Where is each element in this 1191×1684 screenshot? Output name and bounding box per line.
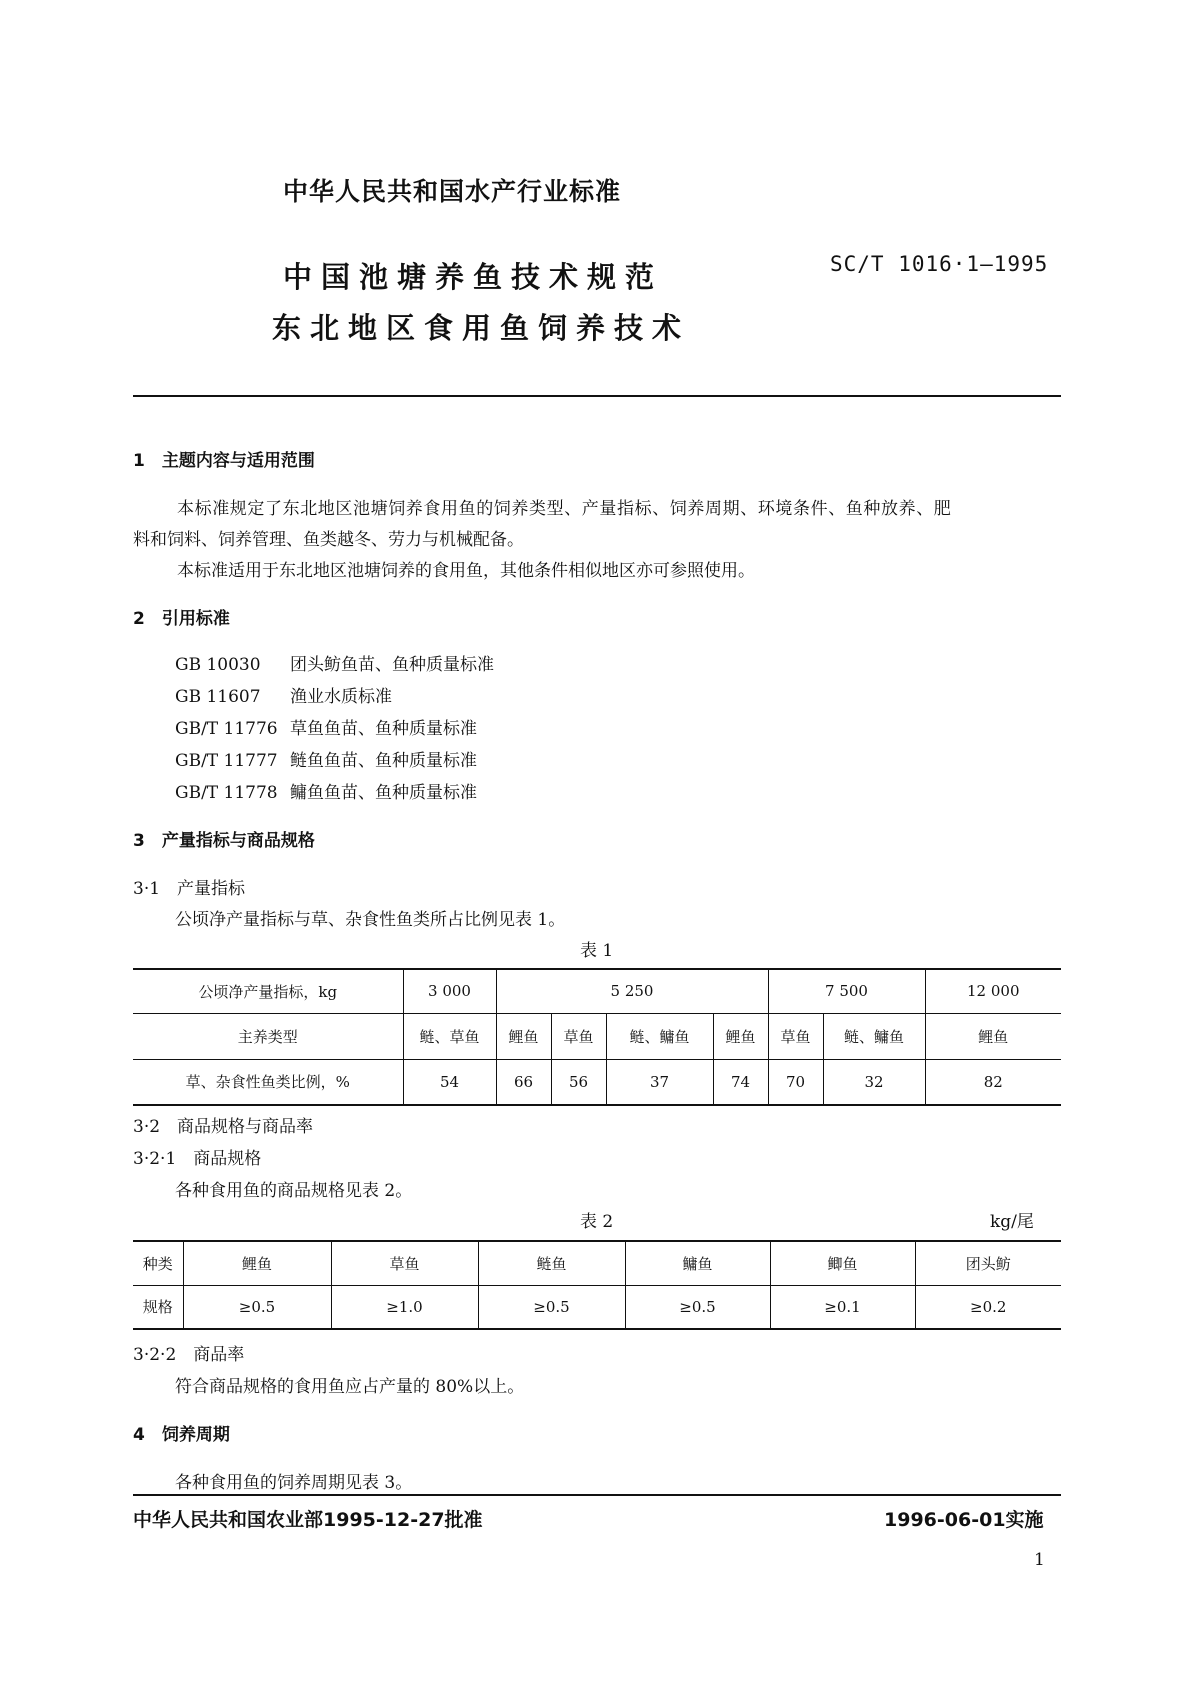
- table-2-unit: kg/尾: [990, 1212, 1034, 1232]
- table-2-caption: 表 2: [580, 1212, 614, 1232]
- table-1-row-label: 主养类型: [133, 1013, 403, 1059]
- issuing-organization: 中华人民共和国水产行业标准: [283, 177, 622, 206]
- table-1-cell: 3 000: [403, 969, 496, 1013]
- table-1-cell: 鲢、鳙鱼: [606, 1013, 713, 1059]
- table-2-cell: ≥0.2: [915, 1285, 1061, 1329]
- section-4-text: 各种食用鱼的饲养周期见表 3。: [175, 1473, 413, 1493]
- section-1-paragraph-1a: 本标准规定了东北地区池塘饲养食用鱼的饲养类型、产量指标、饲养周期、环境条件、鱼种放养、肥: [177, 499, 952, 519]
- footer-rule: [133, 1494, 1061, 1496]
- section-1-paragraph-1b: 料和饲料、饲养管理、鱼类越冬、劳力与机械配备。: [133, 530, 524, 550]
- section-3-1-text: 公顷净产量指标与草、杂食性鱼类所占比例见表 1。: [175, 910, 566, 930]
- table-2-cell: 鲢鱼: [478, 1241, 625, 1285]
- table-1-cell: 鲤鱼: [925, 1013, 1061, 1059]
- table-1-cell: 鲢、草鱼: [403, 1013, 496, 1059]
- table-2-cell: 草鱼: [331, 1241, 478, 1285]
- standard-title-line2: 东北地区食用鱼饲养技术: [272, 311, 691, 345]
- section-3-2-2-text: 符合商品规格的食用鱼应占产量的 80%以上。: [175, 1377, 525, 1397]
- table-2-cell: 团头鲂: [915, 1241, 1061, 1285]
- reference-item: GB/T 11777 鲢鱼鱼苗、鱼种质量标准: [175, 751, 477, 771]
- reference-item: GB 11607 渔业水质标准: [175, 687, 392, 707]
- table-2-cell: ≥0.1: [770, 1285, 915, 1329]
- table-2-cell: 鲤鱼: [183, 1241, 331, 1285]
- table-1-caption: 表 1: [580, 941, 614, 961]
- standard-code: SC/T 1016·1—1995: [830, 252, 1049, 276]
- reference-item: GB/T 11776 草鱼鱼苗、鱼种质量标准: [175, 719, 477, 739]
- section-4-heading: 4 饲养周期: [133, 1425, 230, 1445]
- table-1-cell: 66: [496, 1059, 551, 1105]
- table-1-cell: 草鱼: [768, 1013, 823, 1059]
- section-3-2-1-heading: 3·2·1 商品规格: [133, 1149, 262, 1169]
- table-1-cell: 7 500: [768, 969, 925, 1013]
- section-1-heading: 1 主题内容与适用范围: [133, 451, 315, 471]
- implementation-date: 1996-06-01实施: [884, 1509, 1044, 1531]
- section-3-heading: 3 产量指标与商品规格: [133, 831, 315, 851]
- table-2-cell: ≥0.5: [478, 1285, 625, 1329]
- table-1-cell: 草鱼: [551, 1013, 606, 1059]
- table-1-cell: 74: [713, 1059, 768, 1105]
- table-1-cell: 82: [925, 1059, 1061, 1105]
- table-1-cell: 鲤鱼: [496, 1013, 551, 1059]
- table-1: [133, 968, 1061, 1106]
- table-2: [133, 1240, 1061, 1330]
- table-1-row-label: 公顷净产量指标，kg: [133, 969, 403, 1013]
- section-2-heading: 2 引用标准: [133, 609, 230, 629]
- reference-item: GB 10030 团头鲂鱼苗、鱼种质量标准: [175, 655, 494, 675]
- approval-line: 中华人民共和国农业部1995-12-27批准: [133, 1509, 483, 1531]
- table-1-cell: 56: [551, 1059, 606, 1105]
- page-number: 1: [1034, 1550, 1045, 1570]
- table-2-cell: ≥1.0: [331, 1285, 478, 1329]
- reference-item: GB/T 11778 鳙鱼鱼苗、鱼种质量标准: [175, 783, 477, 803]
- table-2-row-label: 种类: [133, 1241, 183, 1285]
- table-1-cell: 12 000: [925, 969, 1061, 1013]
- header-rule: [133, 395, 1061, 397]
- table-2-cell: ≥0.5: [183, 1285, 331, 1329]
- section-3-1-heading: 3·1 产量指标: [133, 879, 246, 899]
- table-2-cell: 鳙鱼: [625, 1241, 770, 1285]
- standard-title-line1: 中国池塘养鱼技术规范: [283, 260, 664, 294]
- table-1-cell: 32: [823, 1059, 925, 1105]
- table-2-cell: 鲫鱼: [770, 1241, 915, 1285]
- table-2-row-label: 规格: [133, 1285, 183, 1329]
- table-1-cell: 鲢、鳙鱼: [823, 1013, 925, 1059]
- table-1-row-label: 草、杂食性鱼类比例，%: [133, 1059, 403, 1105]
- table-1-cell: 70: [768, 1059, 823, 1105]
- table-1-cell: 5 250: [496, 969, 768, 1013]
- table-1-cell: 鲤鱼: [713, 1013, 768, 1059]
- section-3-2-1-text: 各种食用鱼的商品规格见表 2。: [175, 1181, 413, 1201]
- table-1-cell: 54: [403, 1059, 496, 1105]
- section-1-paragraph-2: 本标准适用于东北地区池塘饲养的食用鱼，其他条件相似地区亦可参照使用。: [177, 561, 755, 581]
- table-2-cell: ≥0.5: [625, 1285, 770, 1329]
- table-1-cell: 37: [606, 1059, 713, 1105]
- section-3-2-2-heading: 3·2·2 商品率: [133, 1345, 245, 1365]
- section-3-2-heading: 3·2 商品规格与商品率: [133, 1117, 314, 1137]
